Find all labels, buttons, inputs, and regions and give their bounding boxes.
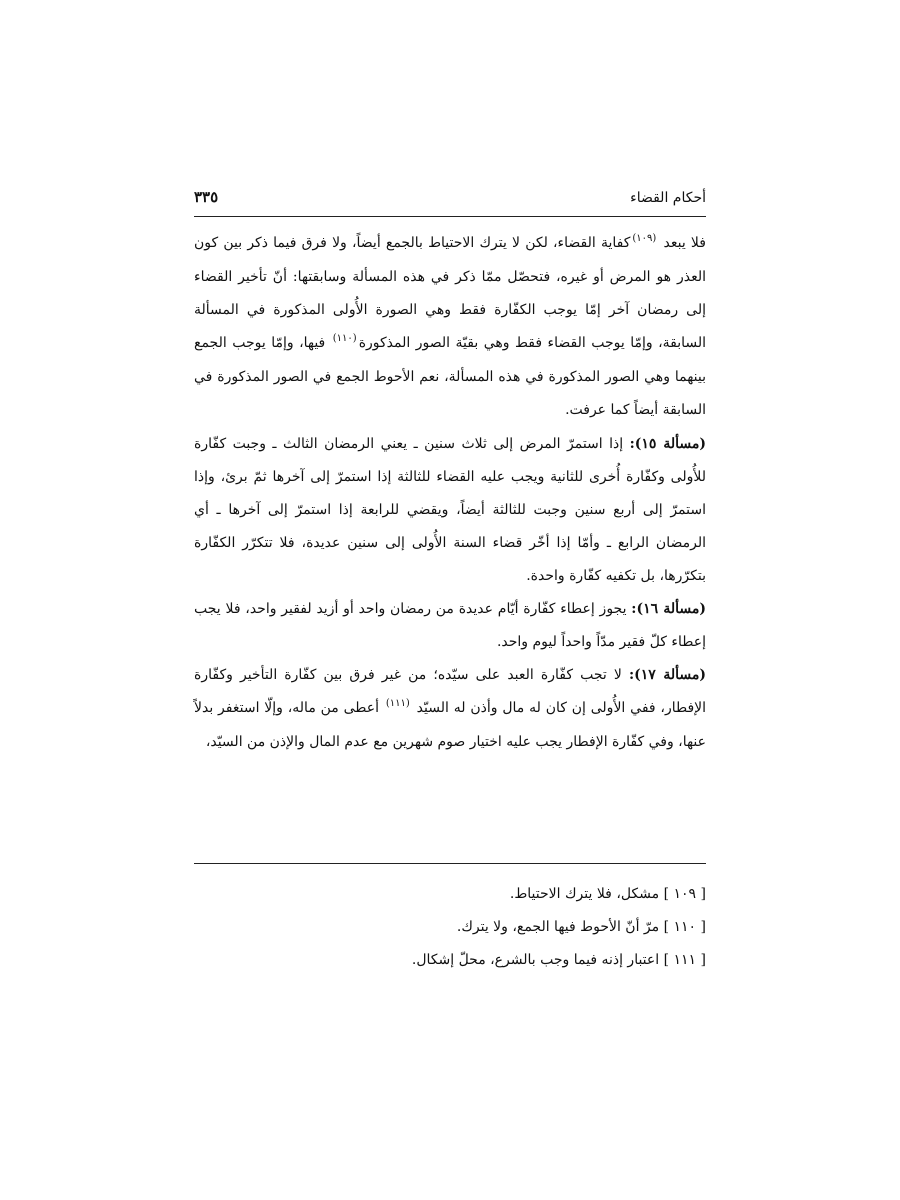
issue-text: إذا استمرّ المرض إلى ثلاث سنين ـ يعني الرمضان الثالث ـ وجبت كفّارة للأُولى وكفّارة أُخرى للثانية ويجب عليه القضاء للثالثة إذا استمرّ إلى آخرها ثمّ برئ، وإذا استمرّ إلى أربع سنين وجبت للثالثة أيضاً، ويقضي للرابعة إذا استمرّ إلى آخرها ـ أي الرمضان الرابع ـ وأمّا إذا أخّر قضاء السنة الأُولى إلى سنين عديدة، فلا تتكرّر الكفّارة بتكرّرها، بل تكفيه كفّارة واحدة. — [194, 435, 706, 584]
issue-16 — [194, 593, 706, 659]
paragraph-text: كفاية القضاء، لكن لا يترك الاحتياط بالجمع أيضاً، ولا فرق فيما ذكر بين كون العذر هو المرض أو غيره، فتحصّل ممّا ذكر في هذه المسألة وسابقتها: أنّ تأخير القضاء إلى رمضان آخر إمّا يوجب الكفّارة فقط وهي الصورة الأُولى المذكورة في المسألة السابقة، وإمّا يوجب القضاء فقط وهي بقيّة الصور المذكورة — [194, 235, 707, 352]
issue-label: (مسألة ١٧): — [628, 667, 706, 684]
page-header — [194, 188, 706, 217]
page-number: ٣٣٥ — [194, 188, 219, 206]
paragraph-text: فلا يبعد — [663, 235, 706, 251]
footnote-ref-109: (١٠٩) — [632, 233, 657, 244]
issue-text: أعطى من ماله، وإلّا استغفر بدلاً عنها، وفي كفّارة الإفطار يجب عليه اختيار صوم شهرين مع عدم المال والإذن من السيّد، — [194, 700, 706, 751]
running-title: أحكام القضاء — [630, 190, 706, 206]
main-text — [194, 227, 706, 760]
issue-17 — [194, 659, 706, 759]
footnote-divider — [194, 863, 706, 864]
issue-label: (مسألة ١٥): — [629, 435, 706, 452]
footnote-ref-111: (١١١) — [385, 698, 410, 710]
issue-text: يجوز إعطاء كفّارة أيّام عديدة من رمضان واحد أو أزيد لفقير واحد، فلا يجب إعطاء كلّ فقير مدّاً واحداً ليوم واحد. — [194, 601, 706, 651]
issue-text: لا تجب كفّارة العبد على سيّده؛ من غير فرق بين كفّارة التأخير وكفّارة الإفطار، ففي الأُولى إن كان له مال وأذن له السيّد — [194, 667, 707, 717]
paragraph-text: فيها، وإمّا يوجب الجمع بينهما وهي الصور المذكورة في هذه المسألة، نعم الأحوط الجمع في الصور المذكورة في السابقة أيضاً كما عرفت. — [194, 335, 706, 419]
paragraph-continuation — [194, 227, 706, 428]
issue-15 — [194, 428, 706, 593]
footnote-110: [ ١١٠ ] مرّ أنّ الأحوط فيها الجمع، ولا يترك. — [456, 919, 706, 935]
issue-label: (مسألة ١٦): — [631, 601, 706, 618]
footnote-ref-110: (١١٠) — [332, 333, 357, 345]
footnotes — [194, 878, 706, 977]
footnote-109: [ ١٠٩ ] مشكل، فلا يترك الاحتياط. — [509, 886, 706, 902]
footnote-111: [ ١١١ ] اعتبار إذنه فيما وجب بالشرع، محلّ إشكال. — [411, 952, 706, 968]
